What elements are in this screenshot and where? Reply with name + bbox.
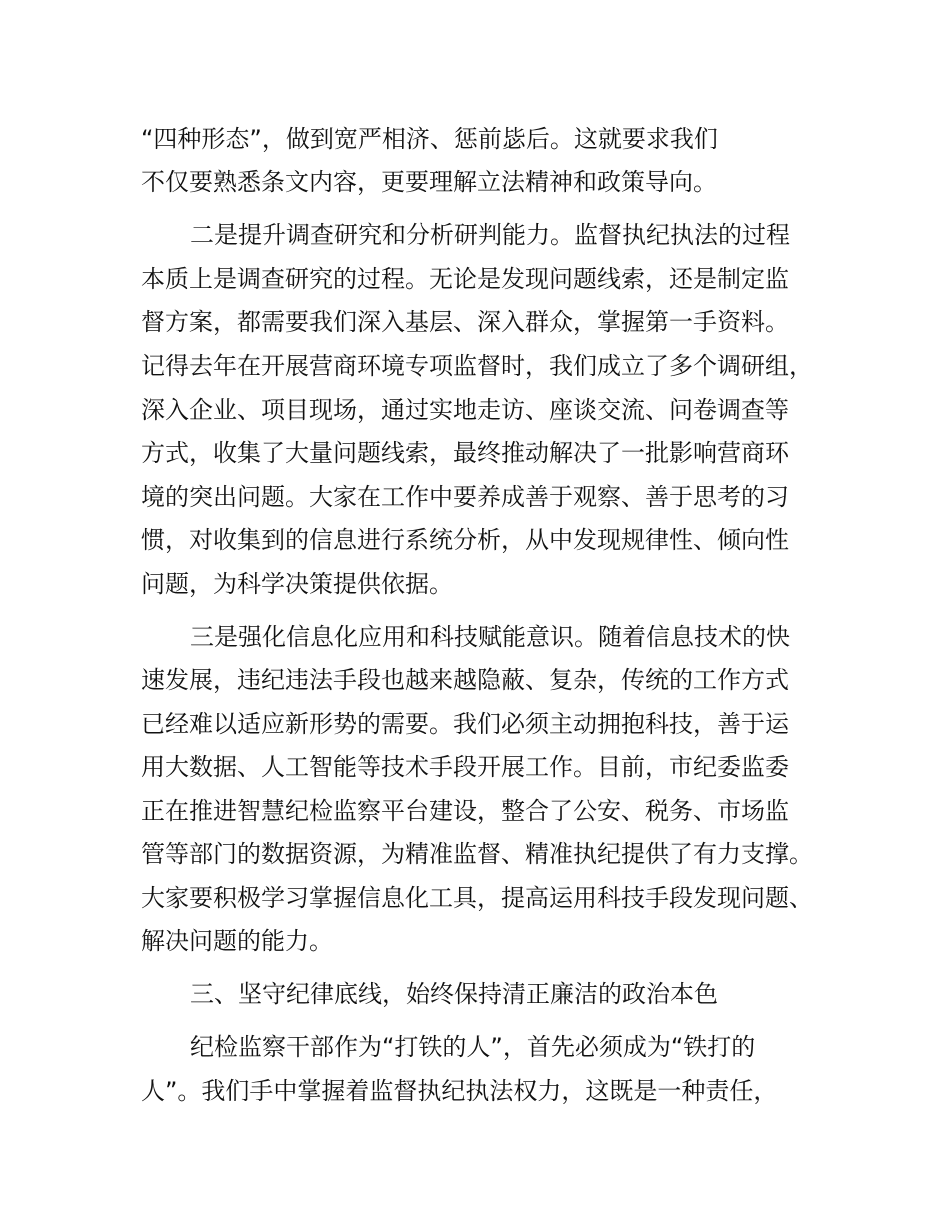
text-line: 已经难以适应新形势的需要。我们必须主动拥抱科技，善于运 bbox=[141, 710, 789, 738]
paragraph-first-line: 纪检监察干部作为“打铁的人”，首先必须成为“铁打的 bbox=[190, 1033, 756, 1061]
text-line: 速发展，违纪违法手段也越来越隐蔽、复杂，传统的工作方式 bbox=[141, 666, 789, 694]
text-line: 管等部门的数据资源，为精准监督、精准执纪提供了有力支撑。 bbox=[141, 840, 813, 868]
text-line: 境的突出问题。大家在工作中要养成善于观察、善于思考的习 bbox=[141, 483, 789, 511]
section-heading: 三、坚守纪律底线，始终保持清正廉洁的政治本色 bbox=[190, 980, 718, 1008]
text-line: 本质上是调查研究的过程。无论是发现问题线索，还是制定监 bbox=[141, 265, 789, 293]
text-line: 记得去年在开展营商环境专项监督时，我们成立了多个调研组， bbox=[141, 352, 813, 380]
text-line: 解决问题的能力。 bbox=[141, 927, 333, 955]
paragraph-first-line: 三是强化信息化应用和科技赋能意识。随着信息技术的快 bbox=[190, 623, 790, 651]
text-line: 人”。我们手中掌握着监督执纪执法权力，这既是一种责任， bbox=[141, 1077, 778, 1105]
text-line: 惯，对收集到的信息进行系统分析，从中发现规律性、倾向性 bbox=[141, 526, 789, 554]
paragraph-first-line: 二是提升调查研究和分析研判能力。监督执纪执法的过程 bbox=[190, 221, 790, 249]
text-line: 用大数据、人工智能等技术手段开展工作。目前，市纪委监委 bbox=[141, 753, 789, 781]
text-line: 督方案，都需要我们深入基层、深入群众，掌握第一手资料。 bbox=[141, 308, 789, 336]
text-line: 问题，为科学决策提供依据。 bbox=[141, 570, 453, 598]
text-line: 深入企业、项目现场，通过实地走访、座谈交流、问卷调查等 bbox=[141, 396, 789, 424]
text-line: 不仅要熟悉条文内容，更要理解立法精神和政策导向。 bbox=[141, 168, 717, 196]
text-line: 正在推进智慧纪检监察平台建设，整合了公安、税务、市场监 bbox=[141, 797, 789, 825]
text-line: 大家要积极学习掌握信息化工具，提高运用科技手段发现问题、 bbox=[141, 884, 813, 912]
text-line: “四种形态”，做到宽严相济、惩前毖后。这就要求我们 bbox=[141, 125, 718, 153]
text-line: 方式，收集了大量问题线索，最终推动解决了一批影响营商环 bbox=[141, 439, 789, 467]
